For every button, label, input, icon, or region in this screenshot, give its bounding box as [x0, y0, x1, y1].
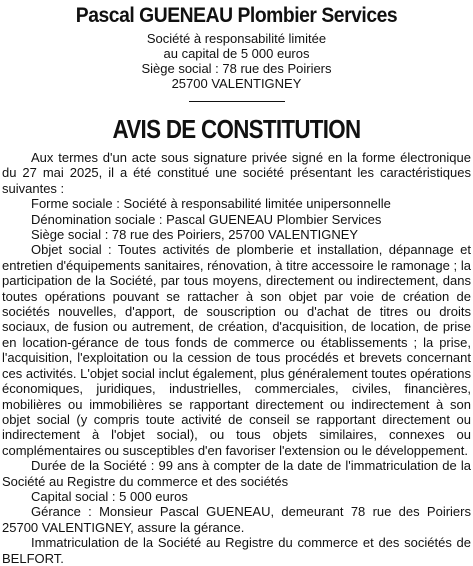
- registered-office-line: Siège social : 78 rue des Poiriers: [141, 61, 332, 76]
- company-name: Pascal GUENEAU Plombier Services: [75, 4, 398, 27]
- paragraph-duration: Durée de la Société : 99 ans à compter de la date de l'immatriculation de la Société au Registre du commerce et des sociétés: [2, 458, 471, 489]
- capital-line: au capital de 5 000 euros: [163, 46, 310, 61]
- paragraph-share-capital: Capital social : 5 000 euros: [31, 488, 188, 504]
- notice-title: AVIS DE CONSTITUTION: [112, 114, 361, 144]
- city-line: 25700 VALENTIGNEY: [171, 76, 302, 91]
- paragraph-registered-office: Siège social : 78 rue des Poiriers, 25700 VALENTIGNEY: [31, 227, 359, 243]
- paragraph-legal-form: Forme sociale : Société à responsabilité limitée unipersonnelle: [31, 196, 391, 212]
- paragraph-intro: Aux termes d'un acte sous signature privée signé en la forme électronique du 27 mai 2025, il a été constitué une société présentant les caractéristiques suivantes :: [2, 150, 471, 196]
- header-divider: [189, 101, 285, 102]
- paragraph-corporate-purpose: Objet social : Toutes activités de plomberie et installation, dépannage et entretien d'équipements sanitaires, rénovation, à titre accessoire le ramonage ; la participation de la Société, par tous moyens, directement ou indirectement, dans toutes opérations pouvant se rattacher à son objet par voie de création de sociétés nouvelles, d'apport, de souscription ou d'achat de titres ou droits sociaux, de fusion ou autrement, de création, d'acquisition, de location, de prise en location-gérance de tous fonds de commerce ou établissements ; la prise, l'acquisition, l'exploitation ou la cession de tous procédés et brevets concernant ces activités. L'objet social inclut également, plus généralement toutes opérations économiques, juridiques, industrielles, commerciales, civiles, financières, mobilières ou immobilières se rapportant directement ou indirectement à son objet social (y compris toute activité de conseil se rapportant directement ou indirectement à l'objet social), ou tous objets similaires, connexes ou complémentaires ou susceptibles d'en favoriser l'extension ou le développement.: [2, 242, 471, 458]
- notice-body: [2, 150, 471, 566]
- paragraph-registration: Immatriculation de la Société au Registre du commerce et des sociétés de BELFORT.: [2, 535, 471, 566]
- paragraph-management: Gérance : Monsieur Pascal GUENEAU, demeurant 78 rue des Poiriers 25700 VALENTIGNEY, assure la gérance.: [2, 504, 471, 535]
- legal-form-line: Société à responsabilité limitée: [146, 31, 327, 46]
- paragraph-company-name: Dénomination sociale : Pascal GUENEAU Plombier Services: [31, 211, 382, 227]
- company-header-details: [2, 31, 471, 91]
